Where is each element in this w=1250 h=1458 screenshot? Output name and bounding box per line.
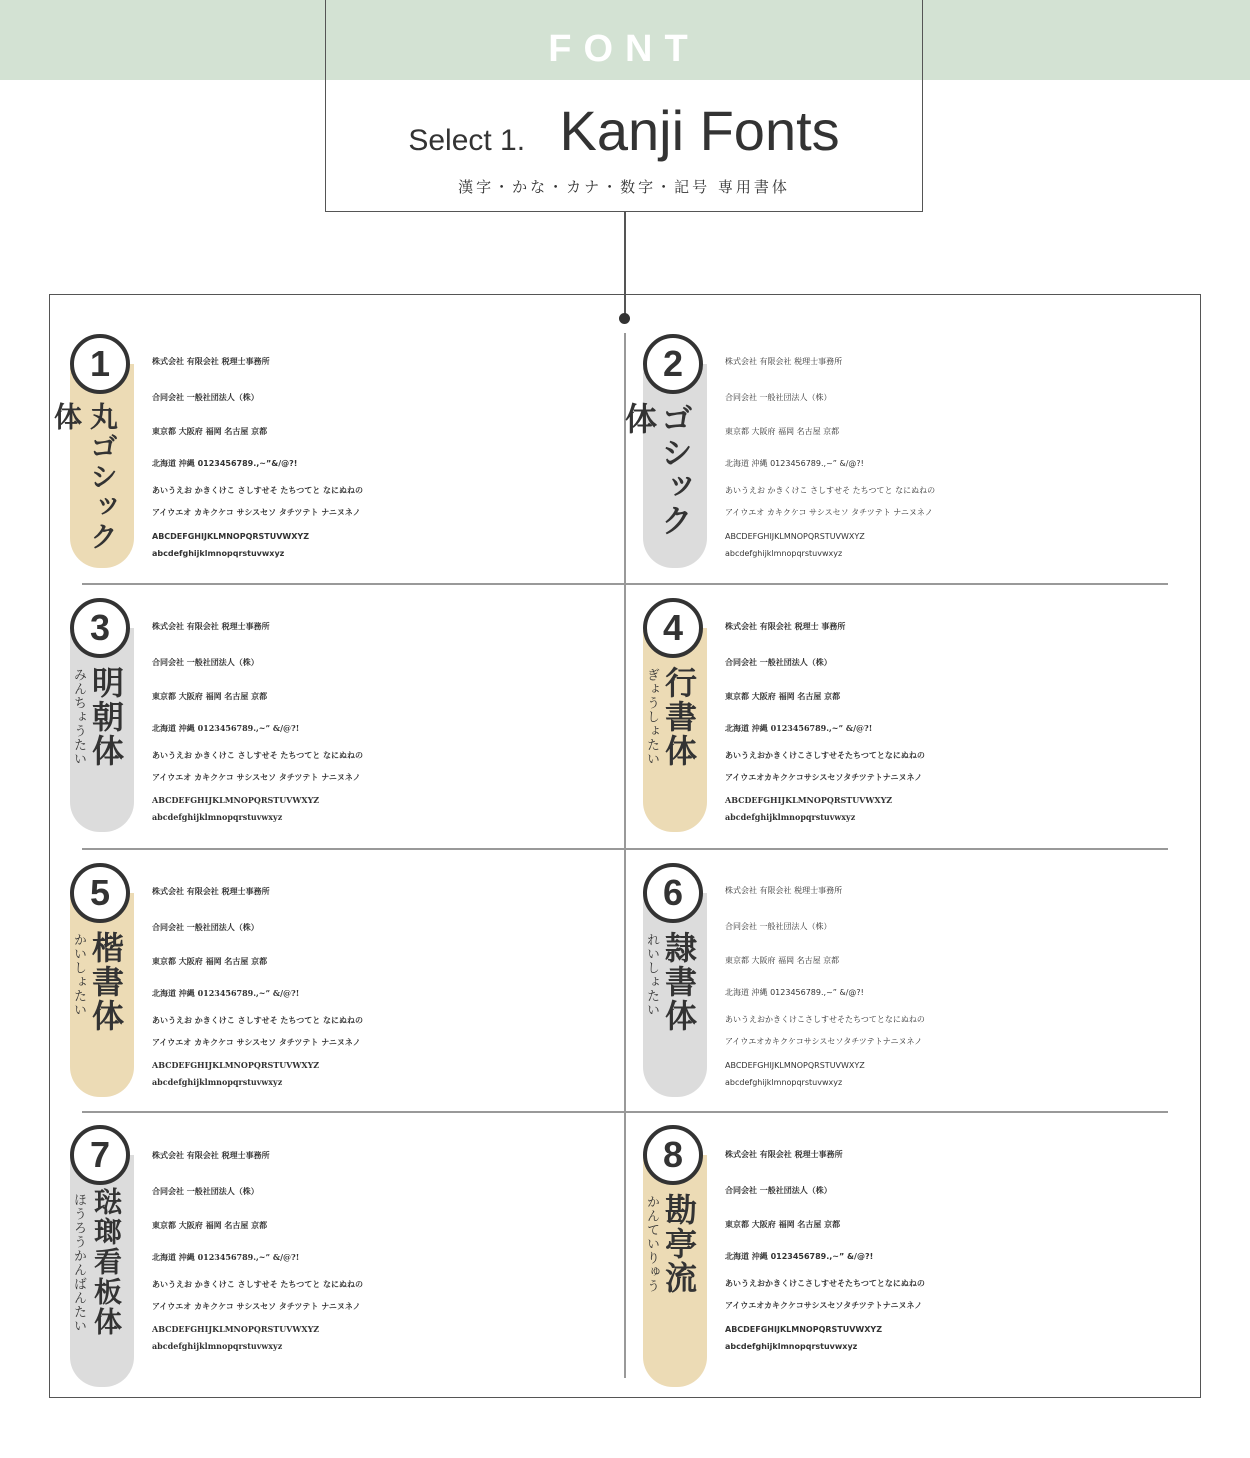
sample-line: 東京都 大阪府 福岡 名古屋 京都: [725, 956, 840, 965]
sample-uppercase: ABCDEFGHIJKLMNOPQRSTUVWXYZ: [152, 1060, 320, 1070]
sample-uppercase: ABCDEFGHIJKLMNOPQRSTUVWXYZ: [152, 795, 320, 805]
sample-line: 株式会社 有限会社 税理士事務所: [152, 886, 270, 896]
sample-lowercase: abcdefghijklmnopqrstuvwxyz: [725, 1342, 858, 1351]
font-option-3[interactable]: [70, 598, 615, 843]
sample-hiragana: あいうえおかきくけこさしすせそたちつてとなにぬねの: [725, 1015, 925, 1024]
font-number-badge: 6: [643, 863, 703, 923]
sample-line: 北海道 沖縄 0123456789.,~” &/@?!: [152, 723, 300, 733]
column-divider: [624, 333, 626, 1378]
sample-hiragana: あいうえお かきくけこ さしすせそ たちつてと なにぬねの: [725, 486, 936, 495]
font-option-5[interactable]: [70, 863, 615, 1108]
font-name: 勘亭流: [660, 1193, 698, 1295]
font-sample: [152, 608, 622, 826]
select-label: Select 1.: [408, 124, 526, 157]
font-number-badge: 2: [643, 334, 703, 394]
font-name-pill: [643, 893, 707, 1097]
sample-lowercase: abcdefghijklmnopqrstuvwxyz: [725, 1078, 843, 1087]
page-subtitle: 漢字・かな・カナ・数字・記号 専用書体: [458, 178, 790, 196]
sample-line: 東京都 大阪府 福岡 名古屋 京都: [152, 1220, 268, 1230]
sample-line: 株式会社 有限会社 税理士事務所: [152, 1150, 270, 1160]
sample-line: 北海道 沖縄 0123456789.,~” &/@?!: [725, 459, 864, 468]
sample-uppercase: ABCDEFGHIJKLMNOPQRSTUVWXYZ: [725, 532, 865, 541]
page-title: Kanji Fonts: [559, 99, 840, 162]
sample-line: 北海道 沖縄 0123456789.,~” &/@?!: [725, 723, 873, 733]
sample-line: 北海道 沖縄 0123456789.,~” &/@?!: [152, 1252, 300, 1262]
sample-lowercase: abcdefghijklmnopqrstuvwxyz: [152, 812, 283, 822]
sample-line: 合同会社 一般社団法人（株）: [725, 922, 832, 931]
font-name: 楷書体: [87, 931, 125, 1033]
sample-katakana: アイウエオ カキクケコ サシスセソ タチツテト ナニヌネノ: [152, 1301, 361, 1311]
font-name-pill: [50, 364, 134, 568]
font-sample: [725, 344, 1195, 562]
font-name-reading: かんていりゅう: [644, 1195, 659, 1293]
title-box: [325, 0, 923, 212]
font-name: 明朝体: [87, 666, 125, 768]
sample-katakana: アイウエオ カキクケコ サシスセソ タチツテト ナニヌネノ: [725, 508, 933, 517]
sample-line: 合同会社 一般社団法人（株）: [152, 657, 259, 667]
font-name: 丸ゴシック体: [50, 402, 119, 552]
sample-hiragana: あいうえお かきくけこ さしすせそ たちつてと なにぬねの: [152, 1279, 364, 1289]
font-number-badge: 4: [643, 598, 703, 658]
font-name-reading: ほうろうかんばんたい: [71, 1193, 86, 1333]
sample-uppercase: ABCDEFGHIJKLMNOPQRSTUVWXYZ: [725, 1061, 865, 1070]
font-number-badge: 1: [70, 334, 130, 394]
row-divider: [82, 583, 1168, 585]
sample-katakana: アイウエオカキクケコサシスセソタチツテトナニヌネノ: [725, 1301, 923, 1310]
sample-line: 株式会社 有限会社 税理士事務所: [152, 621, 270, 631]
sample-line: 北海道 沖縄 0123456789.,~” &/@?!: [725, 988, 864, 997]
font-name-reading: ぎょうしょたい: [644, 668, 659, 766]
sample-line: 株式会社 有限会社 税理士事務所: [152, 357, 270, 366]
row-divider: [82, 1111, 1168, 1113]
sample-lowercase: abcdefghijklmnopqrstuvwxyz: [152, 549, 285, 558]
sample-line: 合同会社 一般社団法人（株）: [725, 1186, 832, 1195]
sample-line: 株式会社 有限会社 税理士 事務所: [725, 621, 846, 631]
sample-katakana: アイウエオカキクケコサシスセソタチツテトナニヌネノ: [725, 772, 923, 782]
sample-line: 東京都 大阪府 福岡 名古屋 京都: [725, 691, 841, 701]
sample-uppercase: ABCDEFGHIJKLMNOPQRSTUVWXYZ: [725, 1325, 883, 1334]
font-sample: [725, 1137, 1195, 1355]
font-option-7[interactable]: [70, 1125, 615, 1370]
sample-line: 株式会社 有限会社 税理士事務所: [725, 357, 843, 366]
sample-line: 合同会社 一般社団法人（株）: [152, 393, 259, 402]
font-name: ゴシック体: [620, 402, 694, 538]
sample-uppercase: ABCDEFGHIJKLMNOPQRSTUVWXYZ: [152, 532, 310, 541]
font-sample: [725, 873, 1195, 1091]
sample-line: 合同会社 一般社団法人（株）: [152, 922, 259, 932]
font-option-6[interactable]: [643, 863, 1188, 1108]
font-name-pill: [643, 1155, 707, 1387]
sample-katakana: アイウエオ カキクケコ サシスセソ タチツテト ナニヌネノ: [152, 1037, 361, 1047]
font-name-pill: [70, 1155, 134, 1387]
sample-katakana: アイウエオ カキクケコ サシスセソ タチツテト ナニヌネノ: [152, 772, 361, 782]
sample-line: 北海道 沖縄 0123456789.,~”&/@?!: [152, 459, 298, 468]
font-name-pill: [70, 893, 134, 1097]
sample-uppercase: ABCDEFGHIJKLMNOPQRSTUVWXYZ: [725, 795, 893, 805]
title-line: [326, 96, 922, 181]
sample-lowercase: abcdefghijklmnopqrstuvwxyz: [152, 1077, 283, 1087]
font-option-1[interactable]: [50, 334, 615, 579]
font-sample: [152, 1137, 622, 1355]
sample-line: 北海道 沖縄 0123456789.,~” &/@?!: [725, 1252, 874, 1261]
sample-line: 株式会社 有限会社 税理士事務所: [725, 886, 843, 895]
row-divider: [82, 848, 1168, 850]
sample-uppercase: ABCDEFGHIJKLMNOPQRSTUVWXYZ: [152, 1324, 320, 1334]
sample-line: 合同会社 一般社団法人（株）: [152, 1186, 259, 1196]
font-number-badge: 5: [70, 863, 130, 923]
sample-line: 東京都 大阪府 福岡 名古屋 京都: [725, 427, 840, 436]
font-name-reading: かいしょたい: [71, 933, 86, 1017]
sample-lowercase: abcdefghijklmnopqrstuvwxyz: [725, 812, 856, 822]
font-sample: [152, 873, 622, 1091]
sample-hiragana: あいうえおかきくけこさしすせそたちつてとなにぬねの: [725, 750, 925, 760]
sample-line: 東京都 大阪府 福岡 名古屋 京都: [725, 1220, 841, 1229]
font-option-4[interactable]: [643, 598, 1188, 843]
sample-katakana: アイウエオ カキクケコ サシスセソ タチツテト ナニヌネノ: [152, 508, 361, 517]
sample-hiragana: あいうえおかきくけこさしすせそたちつてとなにぬねの: [725, 1279, 925, 1288]
sample-line: 北海道 沖縄 0123456789.,~” &/@?!: [152, 988, 300, 998]
font-sample: [152, 344, 622, 562]
font-name: 琺瑯看板体: [90, 1187, 123, 1337]
sample-line: 合同会社 一般社団法人（株）: [725, 393, 832, 402]
sample-hiragana: あいうえお かきくけこ さしすせそ たちつてと なにぬねの: [152, 750, 364, 760]
sample-line: 東京都 大阪府 福岡 名古屋 京都: [152, 691, 268, 701]
font-name: 行書体: [660, 666, 698, 768]
sample-hiragana: あいうえお かきくけこ さしすせそ たちつてと なにぬねの: [152, 486, 364, 495]
font-number-badge: 7: [70, 1125, 130, 1185]
sample-katakana: アイウエオカキクケコサシスセソタチツテトナニヌネノ: [725, 1037, 923, 1046]
font-name: 隷書体: [660, 931, 698, 1033]
font-option-2[interactable]: [620, 334, 1188, 579]
font-option-8[interactable]: [643, 1125, 1188, 1370]
font-sample: [725, 608, 1195, 826]
font-name-reading: れいしょたい: [644, 933, 659, 1017]
sample-line: 東京都 大阪府 福岡 名古屋 京都: [152, 956, 268, 966]
font-number-badge: 8: [643, 1125, 703, 1185]
font-name-pill: [643, 628, 707, 832]
font-name-pill: [70, 628, 134, 832]
font-name-reading: みんちょうたい: [71, 668, 86, 766]
sample-line: 株式会社 有限会社 税理士事務所: [725, 1150, 843, 1159]
sample-line: 東京都 大阪府 福岡 名古屋 京都: [152, 427, 268, 436]
section-label: FONT: [548, 28, 700, 70]
font-name-pill: [620, 364, 707, 568]
sample-lowercase: abcdefghijklmnopqrstuvwxyz: [725, 549, 843, 558]
sample-line: 合同会社 一般社団法人（株）: [725, 657, 832, 667]
sample-hiragana: あいうえお かきくけこ さしすせそ たちつてと なにぬねの: [152, 1015, 364, 1025]
sample-lowercase: abcdefghijklmnopqrstuvwxyz: [152, 1341, 283, 1351]
font-number-badge: 3: [70, 598, 130, 658]
